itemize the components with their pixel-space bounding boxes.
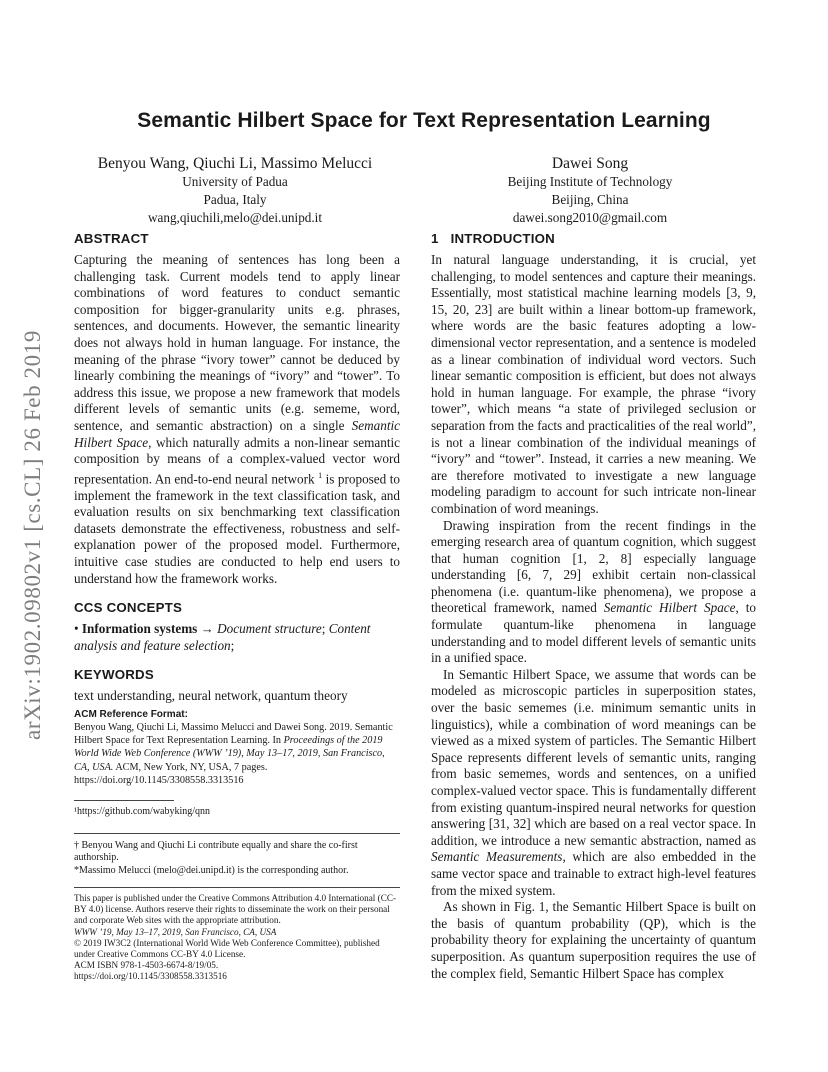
license-text: This paper is published under the Creative Commons Attribution 4.0 International (CC-BY 4.0) license. Authors reserve their rights to disseminate the work on their personal and corporate Web sites with the appropriate attribution. xyxy=(74,893,397,926)
arxiv-stamp xyxy=(20,310,46,760)
right-column xyxy=(431,231,756,982)
doi: https://doi.org/10.1145/3308558.3313516 xyxy=(74,971,227,982)
keywords-text: text understanding, neural network, quantum theory xyxy=(74,688,348,704)
footnote-marker: 1 xyxy=(318,470,323,480)
author-block-1 xyxy=(70,154,400,227)
footnote-rule-2 xyxy=(74,833,400,834)
author-names: Dawei Song xyxy=(551,155,629,172)
ccs-concepts: • Information systems → Document structure; Content analysis and feature selection; xyxy=(74,621,371,653)
isbn: ACM ISBN 978-1-4503-6674-8/19/05. xyxy=(74,960,219,971)
author-affiliation: Beijing Institute of Technology xyxy=(507,174,673,189)
left-column xyxy=(74,231,400,983)
copyright: © 2019 IW3C2 (International World Wide Web Conference Committee), published under Creative Commons CC-BY 4.0 License. xyxy=(74,937,380,960)
intro-heading: 1 INTRODUCTION xyxy=(431,231,555,246)
ccs-heading: CCS CONCEPTS xyxy=(74,600,183,616)
author-location: Padua, Italy xyxy=(203,192,267,207)
paper-title: Semantic Hilbert Space for Text Representation Learning xyxy=(137,109,711,132)
footnote-1: ¹https://github.com/wabyking/qnn xyxy=(74,806,211,818)
intro-paragraph-3: In Semantic Hilbert Space, we assume that words can be modeled as microscopic particles in superposition states, over the basic sememes (i.e. minimum semantic units in linguistics), while a combination of word meanings can be viewed as a mixed system of particles. The Semantic Hilbert Space represents different levels of semantic units, ranging from basic sememes, words and sentences, on a unified complex-valued vector space. This is fundamentally different from existing quantum-inspired neural networks for question answering [31, 32] which are based on a real vector space. In addition, we introduce a new semantic abstraction, named as Semantic Measurements, which are also embedded in the same vector space and trainable to extract high-level features from the mixed system. xyxy=(431,666,756,898)
keywords-heading: KEYWORDS xyxy=(74,667,154,683)
acm-ref-heading: ACM Reference Format: xyxy=(74,709,188,721)
conference-info: WWW ’19, May 13–17, 2019, San Francisco, CA, USA xyxy=(74,926,277,937)
author-email: dawei.song2010@gmail.com xyxy=(512,210,668,225)
abstract-text: Capturing the meaning of sentences has long been a challenging task. Current models tend to apply linear combinations of word features to conduct semantic composition for bigger-granularity units e.g. phrases, sentences, and documents. However, the semantic linearity does not always hold in human language. For instance, the meaning of the phrase “ivory tower” cannot be deduced by linearly combining the meanings of “ivory” and “tower”. To address this issue, we propose a new framework that models different levels of semantic units (e.g. sememe, word, sentence, and semantic abstraction) on a single Semantic Hilbert Space, which naturally admits a non-linear semantic composition by means of a complex-valued vector word representation. An end-to-end neural network $^1$ is proposed to implement the framework in the text classification task, and evaluation results on six benchmarking text classification datasets demonstrate the effectiveness, robustness and self-explanation power of the proposed model. Furthermore, intuitive case studies are conducted to help end users to understand how the framework works. xyxy=(74,252,400,586)
footnote-2: † Benyou Wang and Qiuchi Li contribute equally and share the co-first authorship. xyxy=(74,839,358,864)
acm-ref-text: Benyou Wang, Qiuchi Li, Massimo Melucci and Dawei Song. 2019. Semantic Hilbert Space for Text Representation Learning. In Proceedings of the 2019 World Wide Web Conference (WWW ’19), May 13–17, 2019, San Francisco, CA, USA. ACM, New York, NY, USA, 7 pages. https://doi.org/10.1145/3308558.3313516 xyxy=(74,722,393,786)
author-location: Beijing, China xyxy=(551,192,629,207)
author-affiliation: University of Padua xyxy=(182,174,288,189)
author-email: wang,qiuchili,melo@dei.unipd.it xyxy=(147,210,323,225)
abstract-heading: ABSTRACT xyxy=(74,231,149,246)
abstract-emphasis: Semantic Hilbert Space xyxy=(74,417,400,450)
footnote-3: *Massimo Melucci (melo@dei.unipd.it) is the corresponding author. xyxy=(74,864,349,876)
footnote-rule xyxy=(74,800,174,801)
arxiv-id: arXiv:1902.09802v1 [cs.CL] 26 Feb 2019 xyxy=(20,330,45,740)
intro-paragraph-1: In natural language understanding, it is crucial, yet challenging, to model sentences and capture their meanings. Essentially, most statistical machine learning models [3, 9, 15, 20, 23] are built within a linear bottom-up framework, where words are the basic features adopting a low-dimensional vector representation, and a sentence is modeled as a linear combination of individual word vectors. Such linear semantic composition is efficient, but does not always hold in human language. For example, the phrase “ivory tower”, which means “a state of privileged seclusion or separation from the facts and practicalities of the real world”, is not a linear combination of the individual meanings of “ivory” and “tower”. Instead, it carries a new meaning. We are therefore motivated to investigate a new language modeling paradigm to account for such intricate non-linear combination of word meanings. xyxy=(431,252,756,516)
intro-paragraph-2: Drawing inspiration from the recent findings in the emerging research area of quantum cognition, which suggest that human cognition [1, 2, 8] especially language understanding [6, 7, 29] exhibit certain non-classical phenomena (i.e. quantum-like phenomena), we propose a theoretical framework, named Semantic Hilbert Space, to formulate quantum-like phenomena in language understanding and to model different levels of semantic units in a unified space. xyxy=(431,517,756,666)
author-block-2 xyxy=(430,154,750,227)
author-names: Benyou Wang, Qiuchi Li, Massimo Melucci xyxy=(97,155,373,172)
license-rule xyxy=(74,887,400,888)
intro-paragraph-4: As shown in Fig. 1, the Semantic Hilbert Space is built on the basis of quantum probability (QP), which is the probability theory for explaining the uncertainty of quantum superposition. As quantum superposition requires the use of the complex field, Semantic Hilbert Space has complex xyxy=(431,899,756,981)
